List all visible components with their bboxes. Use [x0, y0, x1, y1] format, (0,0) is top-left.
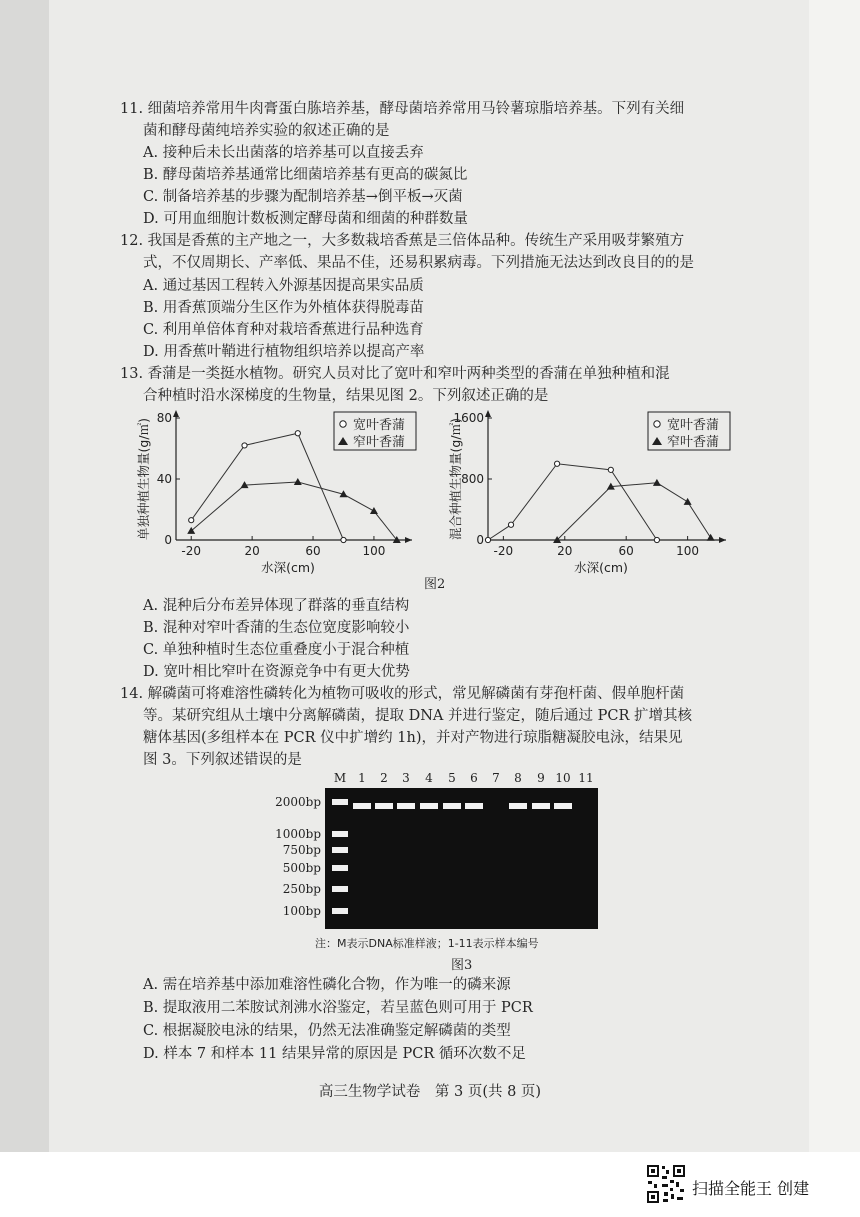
sample-band — [532, 803, 550, 809]
lane-label: 9 — [537, 771, 545, 785]
q13-option-d: D. 宽叶相比窄叶在资源竞争中有更大优势 — [143, 664, 410, 680]
chart-mixed-planting — [448, 410, 730, 575]
lane-label: 7 — [492, 771, 500, 785]
x-tick-label: 60 — [618, 544, 634, 558]
data-point-triangle — [370, 507, 378, 514]
legend-label: 宽叶香蒲 — [667, 418, 720, 433]
x-tick-label: 60 — [305, 544, 321, 558]
y-tick-label: 0 — [164, 533, 172, 547]
q11-option-b: B. 酵母菌培养基通常比细菌培养基有更高的碳氮比 — [143, 167, 468, 183]
gel-background — [325, 788, 598, 929]
y-axis-arrow — [173, 410, 179, 417]
x-tick-label: -20 — [493, 544, 514, 558]
lane-label: 11 — [578, 771, 594, 785]
data-point-circle — [554, 461, 559, 466]
q14-stem-line3: 糖体基因(多组样本在 PCR 仪中扩增约 1h)，并对产物进行琼脂糖凝胶电泳，结果见 — [143, 730, 683, 746]
q11-option-a: A. 接种后未长出菌落的培养基可以直接丢弃 — [143, 145, 424, 161]
data-point-triangle — [707, 534, 715, 541]
x-tick-label: 100 — [362, 544, 386, 558]
series-line — [191, 433, 343, 540]
qr-code-icon — [646, 1164, 686, 1204]
x-tick-label: 20 — [244, 544, 260, 558]
x-axis-arrow — [405, 537, 412, 543]
scanner-watermark: 扫描全能王 创建 — [692, 1179, 810, 1198]
lane-label: 5 — [448, 771, 456, 785]
q11-option-d: D. 可用血细胞计数板测定酵母菌和细菌的种群数量 — [143, 211, 468, 227]
y-tick-label: 40 — [156, 472, 172, 486]
x-tick-label: -20 — [181, 544, 202, 558]
q14-option-a: A. 需在培养基中添加难溶性磷化合物，作为唯一的磷来源 — [143, 977, 511, 993]
q11-option-c: C. 制备培养基的步骤为配制培养基→倒平板→灭菌 — [143, 189, 463, 205]
q13-option-a: A. 混种后分布差异体现了群落的垂直结构 — [143, 598, 410, 614]
ladder-label: 1000bp — [275, 827, 321, 841]
sample-band — [509, 803, 527, 809]
legend-marker-circle — [654, 421, 660, 427]
sample-band — [397, 803, 415, 809]
ladder-band — [332, 886, 348, 892]
series-line — [488, 464, 657, 540]
lane-label: 2 — [380, 771, 388, 785]
q12-stem-line2: 式，不仅周期长、产率低、果品不佳，还易积累病毒。下列措施无法达到改良目的的是 — [143, 255, 694, 271]
y-tick-label: 800 — [461, 472, 484, 486]
q14-option-b: B. 提取液用二苯胺试剂沸水浴鉴定，若呈蓝色则可用于 PCR — [143, 1000, 533, 1016]
gel-electrophoresis — [275, 771, 598, 929]
ladder-band — [332, 865, 348, 871]
y-axis-title: 混合种植生物量(g/㎡) — [448, 418, 463, 540]
y-tick-label: 1600 — [453, 411, 484, 425]
figure2-caption: 图2 — [424, 577, 446, 592]
data-point-triangle — [684, 498, 692, 505]
x-axis-arrow — [719, 537, 726, 543]
q14-stem-line2: 等。某研究组从土壤中分离解磷菌，提取 DNA 并进行鉴定，随后通过 PCR 扩增其核 — [143, 708, 692, 724]
chart-single-planting — [136, 410, 416, 575]
ladder-band — [332, 831, 348, 837]
figure3-caption: 图3 — [451, 958, 473, 973]
q12-option-a: A. 通过基因工程转入外源基因提高果实品质 — [143, 278, 424, 294]
ladder-label: 100bp — [282, 904, 321, 918]
lane-label: 10 — [555, 771, 571, 785]
q14-stem-line1: 14. 解磷菌可将难溶性磷转化为植物可吸收的形式，常见解磷菌有芽孢杆菌、假单胞杆菌 — [120, 686, 685, 702]
page-footer: 高三生物学试卷 第 3 页(共 8 页) — [318, 1084, 542, 1100]
x-axis-title: 水深(cm) — [261, 560, 315, 575]
sample-band — [420, 803, 438, 809]
data-point-circle — [341, 537, 346, 542]
series-line — [191, 482, 397, 540]
q14-option-d: D. 样本 7 和样本 11 结果异常的原因是 PCR 循环次数不足 — [143, 1046, 526, 1062]
y-tick-label: 80 — [156, 411, 172, 425]
lane-label: 4 — [425, 771, 433, 785]
legend-label: 窄叶香蒲 — [353, 435, 406, 450]
ladder-band — [332, 908, 348, 914]
q13-option-b: B. 混种对窄叶香蒲的生态位宽度影响较小 — [143, 620, 410, 636]
x-tick-label: 100 — [676, 544, 700, 558]
gel-note: 注：M表示DNA标准样液；1-11表示样本编号 — [315, 937, 539, 950]
ladder-label: 2000bp — [275, 795, 321, 809]
data-point-circle — [295, 431, 300, 436]
q11-stem-line2: 菌和酵母菌纯培养实验的叙述正确的是 — [143, 123, 390, 139]
data-point-triangle — [653, 479, 661, 486]
q12-option-c: C. 利用单倍体育种对栽培香蕉进行品种选育 — [143, 322, 424, 338]
legend-marker-circle — [340, 421, 346, 427]
q13-option-c: C. 单独种植时生态位重叠度小于混合种植 — [143, 642, 410, 658]
ladder-label: 500bp — [282, 861, 321, 875]
q14-option-c: C. 根据凝胶电泳的结果，仍然无法准确鉴定解磷菌的类型 — [143, 1023, 511, 1039]
ladder-band — [332, 847, 348, 853]
q11-stem-line1: 11. 细菌培养常用牛肉膏蛋白胨培养基，酵母菌培养常用马铃薯琼脂培养基。下列有关细 — [120, 101, 685, 117]
y-axis-title: 单独种植生物量(g/㎡) — [136, 418, 151, 540]
sample-band — [554, 803, 572, 809]
series-line — [557, 483, 711, 540]
data-point-circle — [242, 443, 247, 448]
q14-stem-line4: 图 3。下列叙述错误的是 — [143, 752, 302, 768]
q13-stem-line1: 13. 香蒲是一类挺水植物。研究人员对比了宽叶和窄叶两种类型的香蒲在单独种植和混 — [120, 366, 670, 382]
ladder-label: 250bp — [282, 882, 321, 896]
data-point-circle — [189, 518, 194, 523]
y-axis-arrow — [485, 410, 491, 417]
lane-label: 6 — [470, 771, 478, 785]
data-point-circle — [485, 537, 490, 542]
ladder-label: 750bp — [282, 843, 321, 857]
ladder-band — [332, 799, 348, 805]
sample-band — [443, 803, 461, 809]
data-point-triangle — [294, 478, 302, 485]
legend-label: 窄叶香蒲 — [667, 435, 720, 450]
x-axis-title: 水深(cm) — [574, 560, 628, 575]
sample-band — [353, 803, 371, 809]
q12-stem-line1: 12. 我国是香蕉的主产地之一，大多数栽培香蕉是三倍体品种。传统生产采用吸芽繁殖方 — [120, 233, 685, 249]
lane-label: 8 — [514, 771, 522, 785]
sample-band — [465, 803, 483, 809]
y-tick-label: 0 — [476, 533, 484, 547]
lane-label: 1 — [358, 771, 366, 785]
x-tick-label: 20 — [557, 544, 573, 558]
lane-label: 3 — [402, 771, 410, 785]
lane-label: M — [333, 771, 347, 785]
sample-band — [375, 803, 393, 809]
q13-stem-line2: 合种植时沿水深梯度的生物量，结果见图 2。下列叙述正确的是 — [143, 388, 549, 404]
data-point-circle — [608, 467, 613, 472]
data-point-circle — [508, 522, 513, 527]
legend-label: 宽叶香蒲 — [353, 418, 406, 433]
q12-option-d: D. 用香蕉叶鞘进行植物组织培养以提高产率 — [143, 344, 425, 360]
data-point-circle — [654, 537, 659, 542]
q12-option-b: B. 用香蕉顶端分生区作为外植体获得脱毒苗 — [143, 300, 424, 316]
